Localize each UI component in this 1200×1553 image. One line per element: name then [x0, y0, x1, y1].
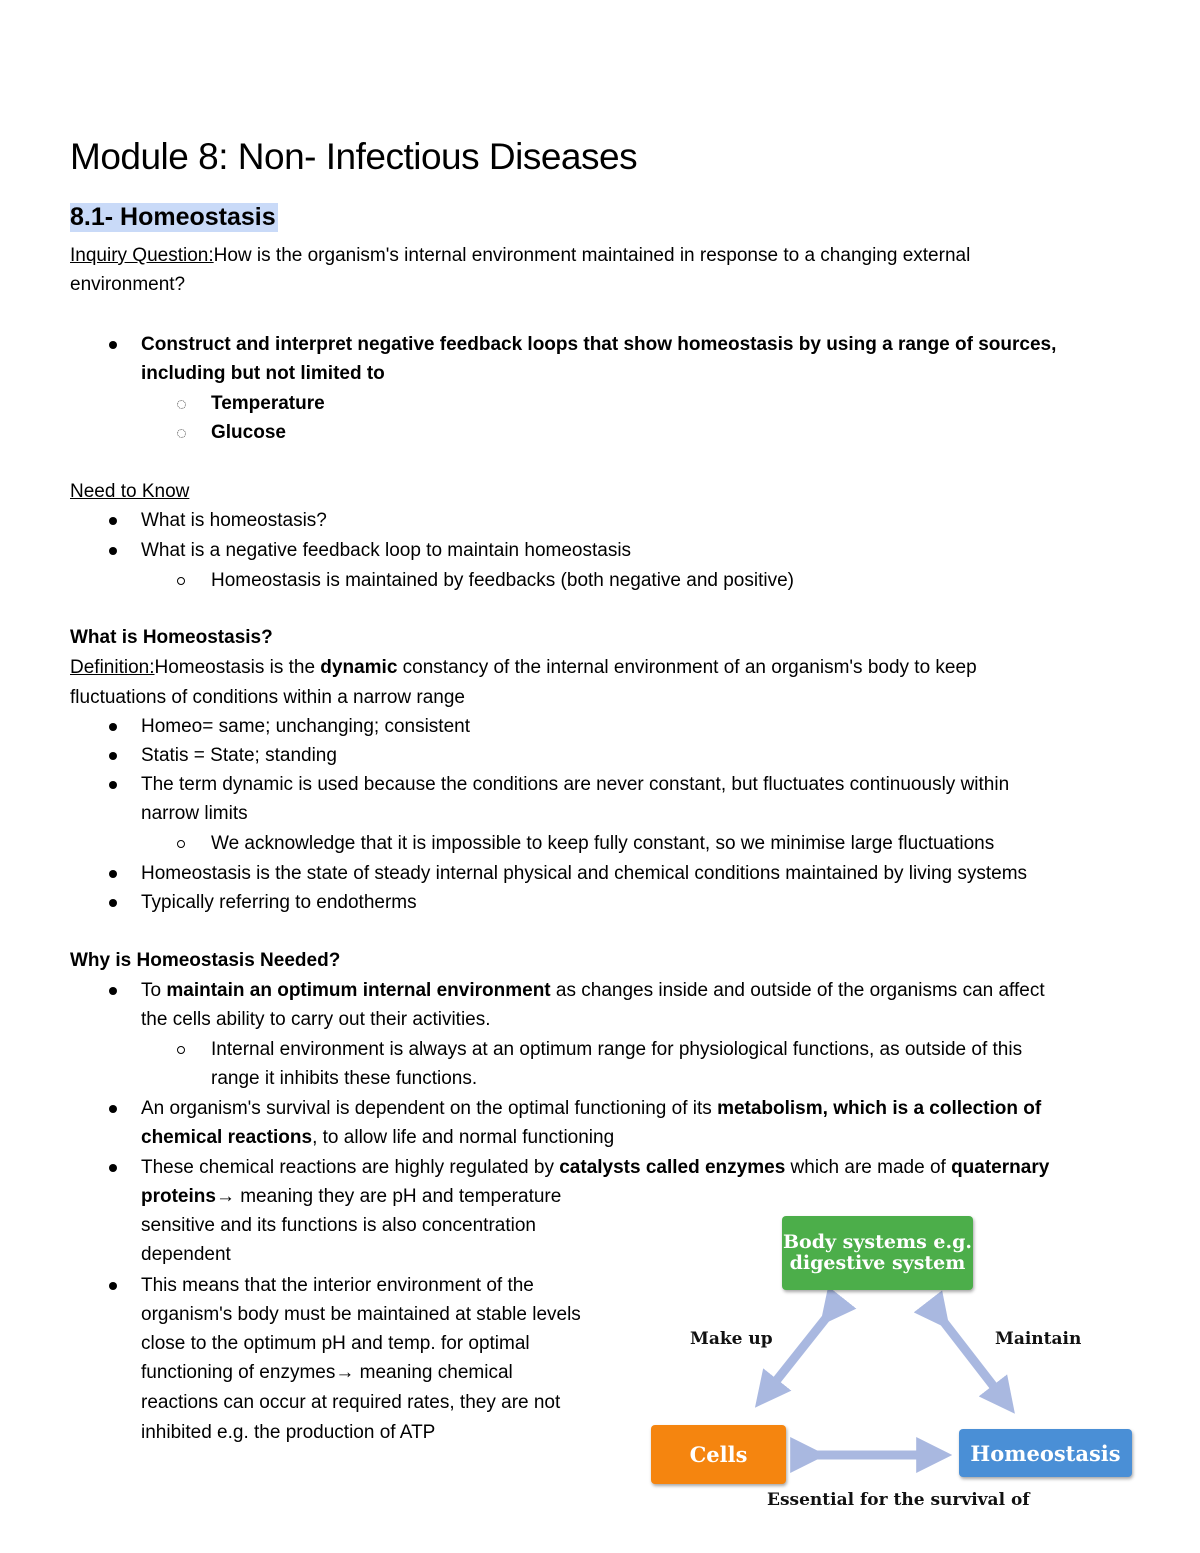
why-item-cont: sensitive and its functions is also concentration [141, 1215, 536, 1236]
outcome-sub-glucose: Glucose [211, 422, 286, 443]
why-item-cont: inhibited e.g. the production of ATP [141, 1422, 436, 1443]
why-text: To [141, 980, 167, 1001]
definition-cont: fluctuations of conditions within a narrow range [70, 687, 466, 708]
why-text: , to allow life and normal functioning [312, 1127, 615, 1148]
definition [70, 653, 977, 683]
bullet-icon [109, 1282, 117, 1290]
inquiry-text-cont: environment? [70, 274, 186, 295]
why-bold: catalysts called enzymes [559, 1157, 786, 1178]
outcome-sub-temperature: Temperature [211, 393, 325, 414]
why-text: These chemical reactions are highly regulated by [141, 1157, 560, 1178]
bullet-icon [109, 547, 117, 555]
why-text: which are made of [785, 1157, 952, 1178]
bullet-icon [109, 752, 117, 760]
why-sub-item: Internal environment is always at an optimum range for physiological functions, as outside of this [211, 1039, 1023, 1060]
bullet-icon [109, 987, 117, 995]
what-item: Homeostasis is the state of steady internal physical and chemical conditions maintained by living systems [141, 863, 1028, 884]
outcome-text-cont: including but not limited to [141, 363, 385, 384]
homeostasis-box: Homeostasis [959, 1429, 1132, 1477]
why-item-cont: close to the optimum pH and temp. for optimal [141, 1333, 530, 1354]
why-bold: chemical reactions [141, 1127, 313, 1148]
make-up-arrow [765, 1313, 830, 1395]
bullet-icon [109, 899, 117, 907]
need-item: What is a negative feedback loop to maintain homeostasis [141, 540, 632, 561]
bullet-icon [109, 517, 117, 525]
why-item-cont: organism's body must be maintained at stable levels [141, 1304, 581, 1325]
sub-bullet-icon [177, 429, 186, 438]
inquiry-text: How is the organism's internal environment maintained in response to a changing external [213, 245, 971, 266]
what-item: Statis = State; standing [141, 745, 337, 766]
circle-bullet-icon [177, 577, 185, 585]
bullet-icon [109, 870, 117, 878]
why-sub-item-cont: range it inhibits these functions. [211, 1068, 478, 1089]
what-heading: What is Homeostasis? [70, 627, 273, 648]
circle-bullet-icon [177, 840, 185, 848]
make-up-label: Make up [690, 1329, 773, 1349]
sub-bullet-icon [177, 400, 186, 409]
page-title: Module 8: Non- Infectious Diseases [70, 136, 638, 177]
why-bold: quaternary [951, 1157, 1050, 1178]
why-bold: proteins [141, 1186, 216, 1207]
what-item-cont: narrow limits [141, 803, 248, 824]
need-sub-item: Homeostasis is maintained by feedbacks (both negative and positive) [211, 570, 794, 591]
why-text: as changes inside and outside of the organisms can affect [550, 980, 1045, 1001]
bullet-icon [109, 1105, 117, 1113]
why-item [141, 1153, 1049, 1183]
why-item-cont: reactions can occur at required rates, they are not [141, 1392, 561, 1413]
what-sub-item: We acknowledge that it is impossible to keep fully constant, so we minimise large fluctuations [211, 833, 995, 854]
definition-text: constancy of the internal environment of an organism's body to keep [397, 657, 977, 678]
why-text: An organism's survival is dependent on the optimal functioning of its [141, 1098, 718, 1119]
definition-bold: dynamic [320, 657, 398, 678]
why-bold: metabolism, which is a collection of [717, 1098, 1042, 1119]
why-item [141, 1094, 1041, 1124]
why-item-cont: the cells ability to carry out their activities. [141, 1009, 491, 1030]
need-item: What is homeostasis? [141, 510, 327, 531]
inquiry-label: Inquiry Question: [70, 245, 214, 266]
section-heading: 8.1- Homeostasis [70, 203, 276, 231]
outcome-text: Construct and interpret negative feedback loops that show homeostasis by using a range of sources, [141, 334, 1057, 355]
bullet-icon [109, 1164, 117, 1172]
why-bold: maintain an optimum internal environment [166, 980, 551, 1001]
definition-text: Homeostasis is the [154, 657, 321, 678]
homeostasis-diagram [640, 1205, 1150, 1525]
what-item: The term dynamic is used because the conditions are never constant, but fluctuates continuously within [141, 774, 1010, 795]
bullet-icon [109, 341, 117, 349]
why-item: This means that the interior environment of the [141, 1275, 534, 1296]
why-item-cont: dependent [141, 1244, 231, 1265]
bullet-icon [109, 781, 117, 789]
why-text: → meaning they are pH and temperature [215, 1186, 562, 1207]
need-to-know-heading: Need to Know [70, 481, 190, 502]
why-heading: Why is Homeostasis Needed? [70, 950, 341, 971]
cells-box: Cells [651, 1425, 786, 1484]
inquiry-question [70, 241, 970, 271]
why-item-cont [141, 1123, 614, 1153]
circle-bullet-icon [177, 1046, 185, 1054]
why-item-cont: functioning of enzymes→ meaning chemical [141, 1362, 513, 1383]
definition-label: Definition: [70, 657, 155, 678]
what-item: Typically referring to endotherms [141, 892, 417, 913]
what-item: Homeo= same; unchanging; consistent [141, 716, 471, 737]
essential-label: Essential for the survival of [767, 1490, 1030, 1510]
why-item [141, 976, 1045, 1006]
maintain-label: Maintain [995, 1329, 1082, 1349]
body-systems-box: Body systems e.g. digestive system [782, 1216, 973, 1290]
why-item-cont [141, 1182, 561, 1212]
bullet-icon [109, 723, 117, 731]
